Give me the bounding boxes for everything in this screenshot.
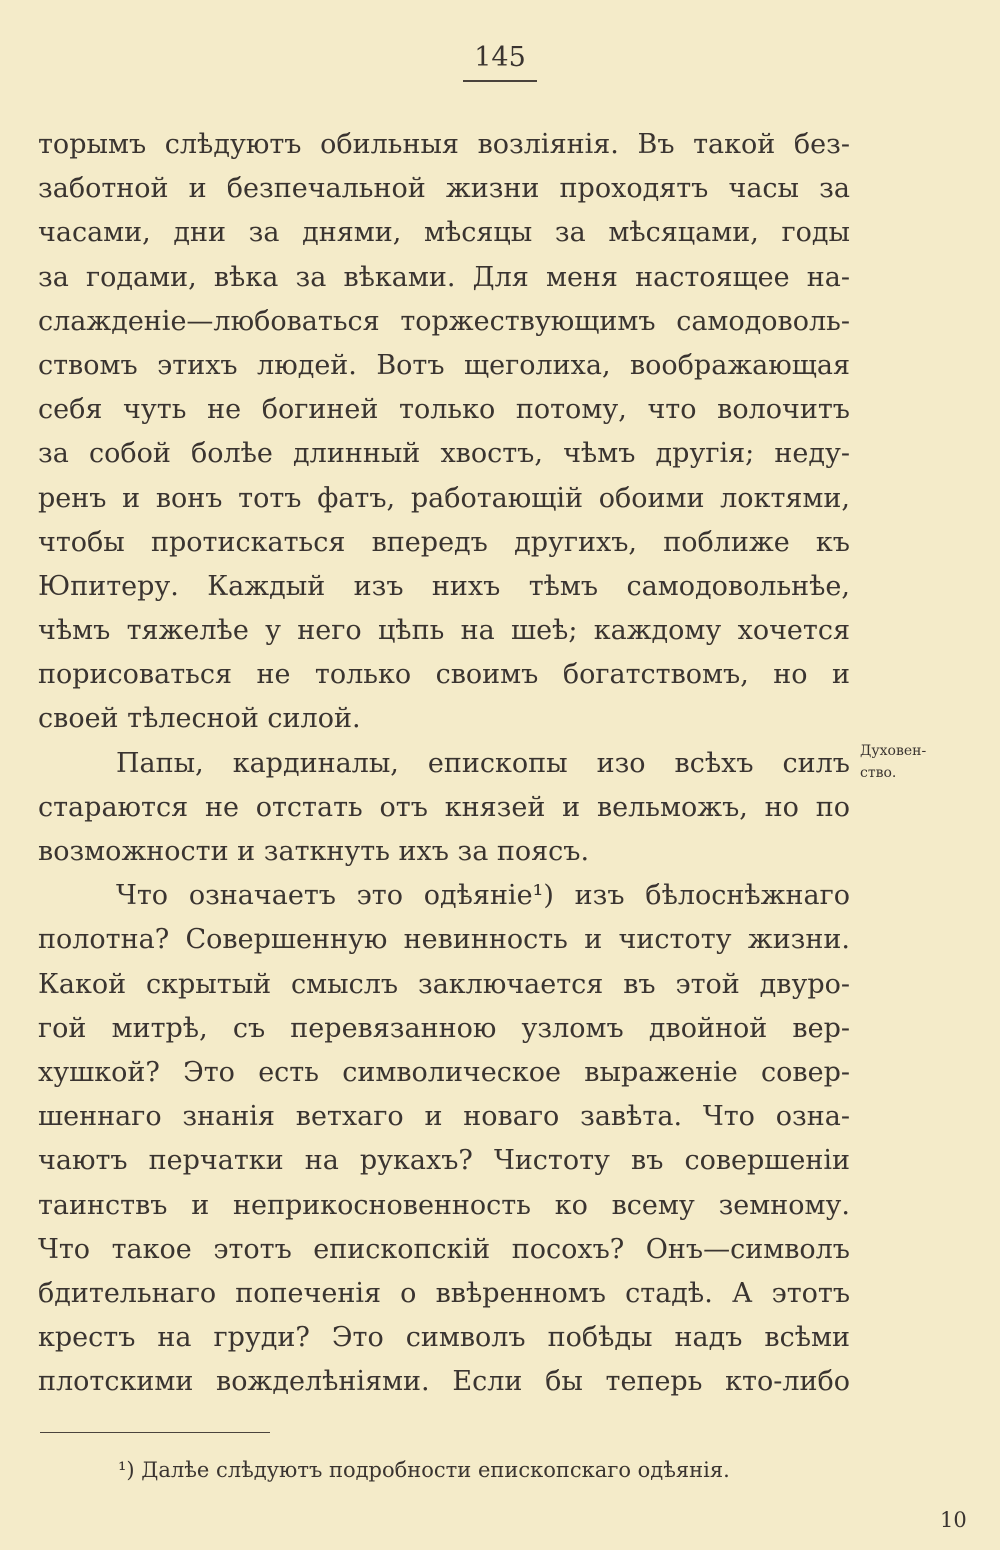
text-line: шеннаго знанія ветхаго и новаго завѣта. Что озна-: [38, 1101, 850, 1133]
text-line: торымъ слѣдуютъ обильныя возліянія. Въ такой без-: [38, 129, 850, 160]
text-line: Что такое этотъ епископскій посохъ? Онъ—символъ: [38, 1233, 850, 1265]
page-number: 145: [474, 42, 526, 73]
text-line: плотскими вожделѣніями. Если бы теперь кто-либо: [38, 1366, 850, 1398]
text-line: Папы, кардиналы, епископы изо всѣхъ силъ: [116, 747, 850, 779]
text-line: бдительнаго попеченія о ввѣренномъ стадѣ. А этотъ: [38, 1277, 850, 1309]
footnote: ¹) Далѣе слѣдуютъ подробности епископскаго одѣянія.: [118, 1458, 730, 1482]
text-line: стараются не отстать отъ князей и вельможъ, но по: [38, 791, 850, 823]
header-rule: [463, 80, 537, 82]
text-line: чѣмъ тяжелѣе у него цѣпь на шеѣ; каждому хочется: [38, 615, 850, 647]
marginal-note-line: Духовен-: [860, 743, 927, 759]
marginal-note-line: ство.: [860, 765, 897, 781]
text-line: ренъ и вонъ тотъ фатъ, работающій обоими локтями,: [38, 482, 850, 514]
text-line: хушкой? Это есть символическое выраженіе совер-: [38, 1056, 850, 1088]
text-line: за годами, вѣка за вѣками. Для меня настоящее на-: [38, 261, 850, 293]
signature-mark: 10: [940, 1508, 967, 1532]
text-line: полотна? Совершенную невинность и чистоту жизни.: [38, 924, 850, 956]
footnote-rule: [40, 1432, 270, 1433]
text-line: гой митрѣ, съ перевязанною узломъ двойной вер-: [38, 1012, 850, 1044]
text-line: Что означаетъ это одѣяніе¹) изъ бѣлоснѣжнаго: [116, 880, 850, 912]
text-line: чаютъ перчатки на рукахъ? Чистоту въ совершеніи: [38, 1145, 850, 1177]
body-text: [38, 123, 850, 1404]
text-line: Юпитеру. Каждый изъ нихъ тѣмъ самодовольнѣе,: [38, 570, 850, 602]
text-line: себя чуть не богиней только потому, что волочитъ: [38, 394, 850, 426]
text-line: часами, дни за днями, мѣсяцы за мѣсяцами, годы: [38, 217, 850, 249]
text-line: ствомъ этихъ людей. Вотъ щеголиха, воображающая: [38, 349, 850, 381]
text-line: заботной и безпечальной жизни проходятъ часы за: [38, 173, 850, 205]
marginal-note: [860, 740, 960, 784]
text-line: возможности и заткнуть ихъ за поясъ.: [38, 836, 590, 867]
text-line: чтобы протискаться впередъ другихъ, поближе къ: [38, 526, 850, 558]
text-line: порисоваться не только своимъ богатствомъ, но и: [38, 659, 850, 691]
text-line: за собой болѣе длинный хвостъ, чѣмъ другія; неду-: [38, 438, 850, 470]
text-line: своей тѣлесной силой.: [38, 703, 361, 735]
text-line: таинствъ и неприкосновенность ко всему земному.: [38, 1189, 850, 1221]
text-line: слажденіе—любоваться торжествующимъ самодоволь-: [38, 305, 850, 337]
text-line: крестъ на груди? Это символъ побѣды надъ всѣми: [38, 1322, 850, 1354]
text-line: Какой скрытый смыслъ заключается въ этой двуро-: [38, 968, 850, 1000]
